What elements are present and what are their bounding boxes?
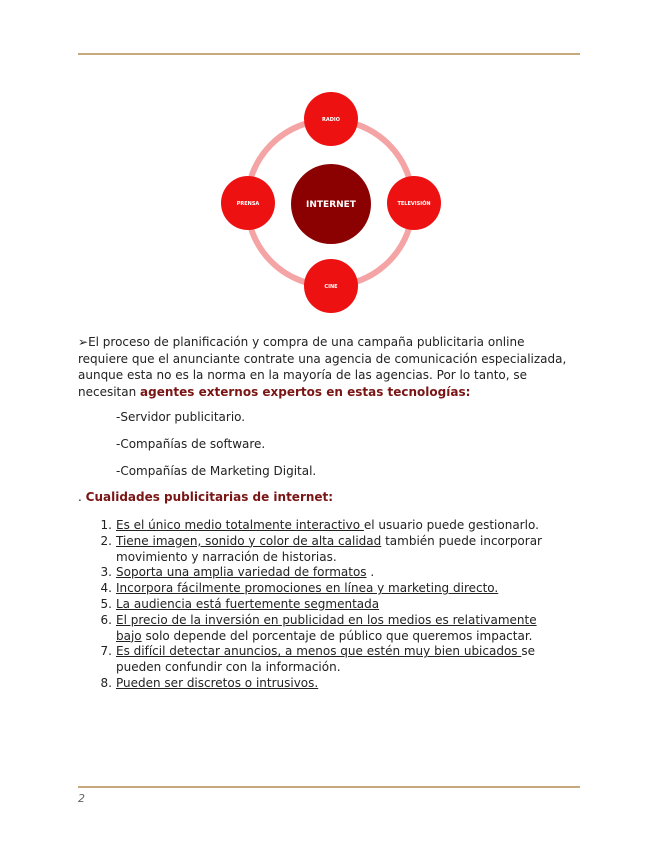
list-number: 7. bbox=[100, 644, 112, 659]
diagram-node-top-label: RADIO bbox=[322, 117, 340, 123]
qualities-heading-prefix: . bbox=[78, 490, 86, 504]
list-rest: se pueden confundir con la información. bbox=[116, 644, 536, 675]
qualities-heading bbox=[78, 490, 333, 505]
list-number: 4. bbox=[100, 581, 112, 596]
agent-item: -Servidor publicitario. bbox=[116, 410, 246, 424]
agent-item: -Compañías de Marketing Digital. bbox=[116, 464, 317, 478]
list-item bbox=[100, 518, 566, 534]
media-diagram bbox=[0, 0, 655, 330]
list-rest: . bbox=[366, 565, 375, 580]
list-rest: el usuario puede gestionarlo. bbox=[363, 518, 539, 532]
list-item bbox=[100, 533, 566, 566]
diagram-node-right-label: TELEVISIÓN bbox=[397, 201, 431, 207]
intro-text: El proceso de planificación y compra de una campaña publicitaria online requiere que el anunciante contrate una agencia de comunicación especializada, aunque esta no es la norma en la mayoría de las agencias. Por lo tanto, se necesitan bbox=[78, 335, 567, 399]
list-rest: solo depende del porcentaje de público que queremos impactar. bbox=[141, 628, 533, 643]
list-item bbox=[100, 596, 566, 613]
footer-rule bbox=[78, 786, 580, 788]
list-number: 3. bbox=[100, 565, 112, 580]
list-number: 5. bbox=[100, 596, 112, 611]
list-underlined: Incorpora fácilmente promociones en línea y marketing directo. bbox=[116, 581, 499, 596]
list-item bbox=[100, 565, 566, 581]
list-underlined: El precio de la inversión en publicidad en los medios es relativamente bajo bbox=[116, 612, 537, 643]
list-item bbox=[100, 581, 566, 597]
list-item bbox=[100, 644, 566, 676]
list-rest: también puede incorporar movimiento y narración de historias. bbox=[116, 533, 542, 564]
list-underlined: La audiencia está fuertemente segmentada bbox=[116, 596, 380, 611]
qualities-heading-title: Cualidades publicitarias de internet: bbox=[85, 490, 334, 504]
agent-item: -Compañías de software. bbox=[116, 437, 266, 451]
intro-highlight: agentes externos expertos en estas tecnologías: bbox=[140, 384, 471, 399]
list-underlined: Es difícil detectar anuncios, a menos que estén muy bien ubicados bbox=[116, 644, 522, 659]
intro-paragraph bbox=[78, 334, 578, 400]
list-underlined: Es el único medio totalmente interactivo bbox=[116, 518, 364, 532]
arrow-bullet: ➢ bbox=[78, 335, 89, 349]
diagram-node-left-label: PRENSA bbox=[236, 201, 260, 207]
list-item bbox=[100, 612, 566, 645]
list-number: 1. bbox=[100, 518, 112, 532]
list-number: 6. bbox=[100, 612, 112, 627]
page-number: 2 bbox=[78, 792, 85, 805]
diagram-center-label: INTERNET bbox=[306, 200, 356, 210]
list-underlined: Tiene imagen, sonido y color de alta calidad bbox=[116, 533, 382, 548]
list-underlined: Soporta una amplia variedad de formatos bbox=[116, 565, 367, 580]
qualities-list bbox=[100, 518, 566, 692]
list-number: 8. bbox=[100, 675, 112, 690]
list-item bbox=[100, 675, 566, 692]
list-number: 2. bbox=[100, 533, 112, 548]
list-underlined: Pueden ser discretos o intrusivos. bbox=[116, 675, 319, 690]
diagram-node-bottom-label: CINE bbox=[324, 284, 338, 290]
